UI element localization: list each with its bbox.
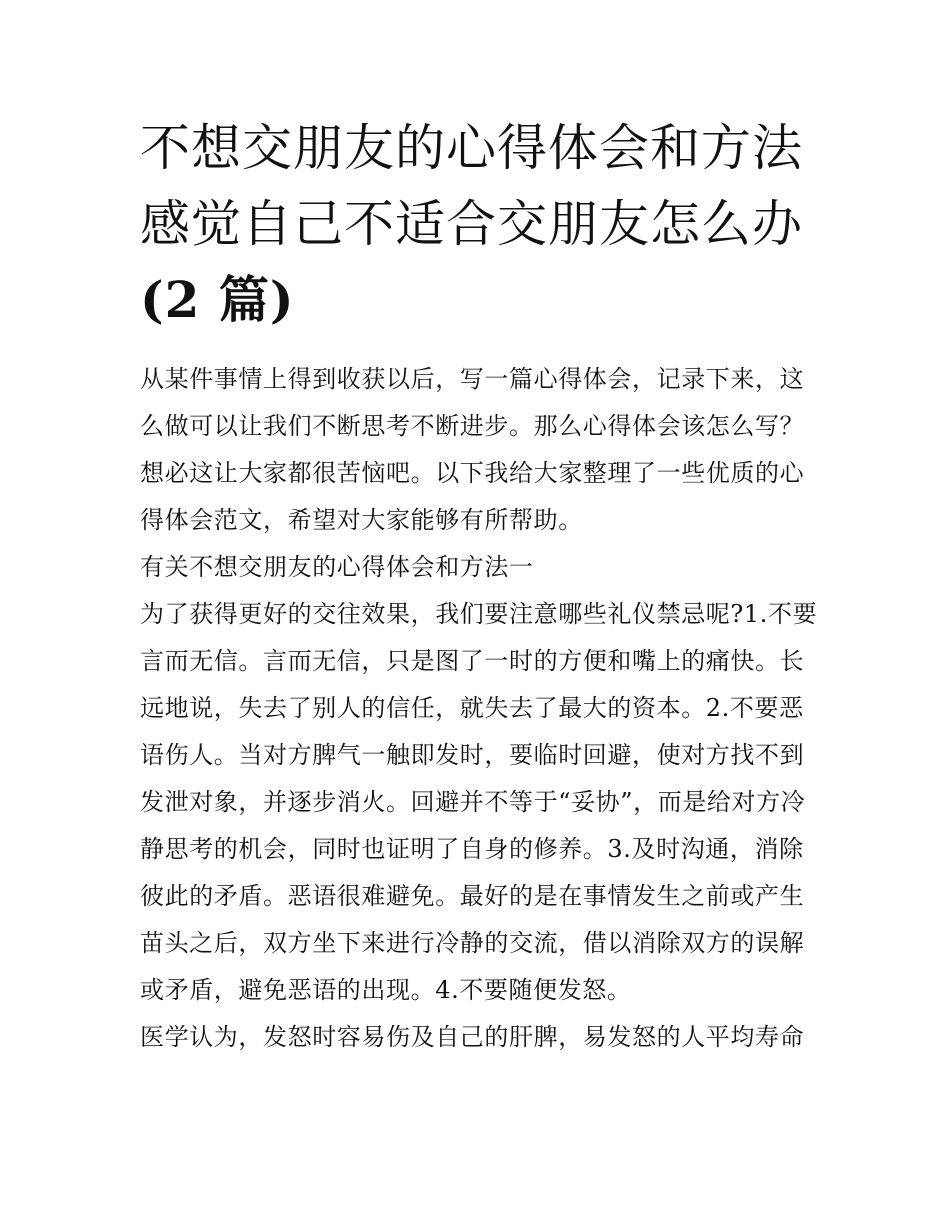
document-title [140,110,820,338]
title-line-1: 不想交朋友的心得体会和方法 [140,119,803,177]
text-line: 有关不想交朋友的心得体会和方法一 [140,553,534,581]
title-line-3: (2 篇) [140,270,295,329]
text-line: 言而无信。言而无信，只是图了一时的方便和嘴上的痛快。长 [140,647,805,675]
text-line: 苗头之后，双方坐下来进行冷静的交流，借以消除双方的误解 [140,929,805,957]
text-line: 从某件事情上得到收获以后，写一篇心得体会，记录下来，这 [140,365,805,393]
text-line: 彼此的矛盾。恶语很难避免。最好的是在事情发生之前或产生 [140,882,805,910]
text-line: 么做可以让我们不断思考不断进步。那么心得体会该怎么写？ [140,412,805,440]
paragraph-medicine [140,1014,820,1061]
paragraph-etiquette [140,591,820,1014]
title-line-2: 感觉自己不适合交朋友怎么办 [140,195,803,253]
text-line: 得体会范文，希望对大家能够有所帮助。 [140,506,583,534]
text-line: 远地说，失去了别人的信任，就失去了最大的资本。2.不要恶 [140,694,804,722]
text-line: 医学认为，发怒时容易伤及自己的肝脾，易发怒的人平均寿命 [140,1023,805,1051]
text-line: 为了获得更好的交往效果，我们要注意哪些礼仪禁忌呢?1.不要 [140,600,818,628]
text-line: 想必这让大家都很苦恼吧。以下我给大家整理了一些优质的心 [140,459,805,487]
text-line: 静思考的机会，同时也证明了自身的修养。3.及时沟通，消除 [140,835,804,863]
section-heading [140,544,820,591]
text-line: 或矛盾，避免恶语的出现。4.不要随便发怒。 [140,976,632,1004]
document-body [140,356,820,1061]
paragraph-intro [140,356,820,544]
text-line: 发泄对象，并逐步消火。回避并不等于“妥协”，而是给对方冷 [140,788,806,816]
text-line: 语伤人。当对方脾气一触即发时，要临时回避，使对方找不到 [140,741,805,769]
